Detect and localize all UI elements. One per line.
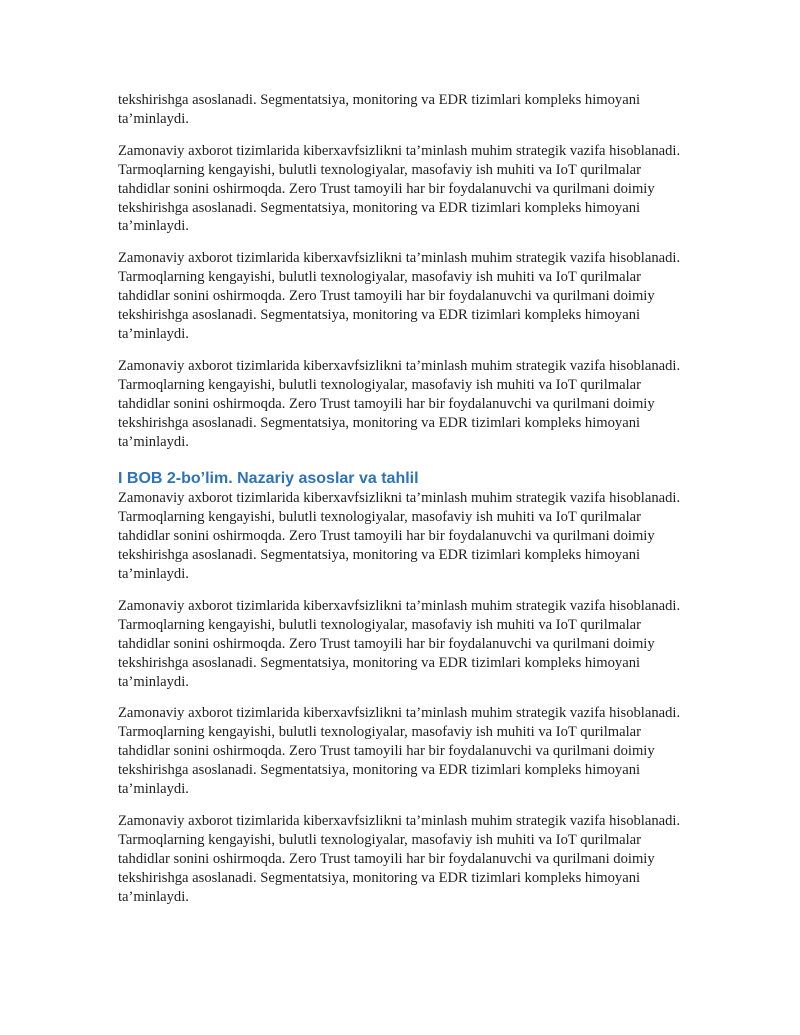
- paragraph-line: Tarmoqlarning kengayishi, bulutli texnologiyalar, masofaviy ish muhiti va IoT qurilmalar: [118, 616, 641, 633]
- paragraph-line: Zamonaviy axborot tizimlarida kiberxavfsizlikni ta’minlash muhim strategik vazifa hisoblanadi.: [118, 357, 681, 374]
- paragraph-line: tahdidlar sonini oshirmoqda. Zero Trust tamoyili har bir foydalanuvchi va qurilmani doimiy: [118, 180, 655, 197]
- paragraph-line: Zamonaviy axborot tizimlarida kiberxavfsizlikni ta’minlash muhim strategik vazifa hisoblanadi.: [118, 705, 681, 722]
- paragraph-line: ta’minlaydi.: [118, 888, 189, 905]
- paragraph: [118, 357, 684, 452]
- paragraph: [118, 812, 684, 907]
- paragraph: [118, 91, 684, 129]
- paragraph-line: ta’minlaydi.: [118, 781, 189, 798]
- paragraph-line: ta’minlaydi.: [118, 110, 189, 127]
- paragraph-line: Tarmoqlarning kengayishi, bulutli texnologiyalar, masofaviy ish muhiti va IoT qurilmalar: [118, 161, 641, 178]
- paragraph-line: Tarmoqlarning kengayishi, bulutli texnologiyalar, masofaviy ish muhiti va IoT qurilmalar: [118, 509, 641, 526]
- paragraph-line: Zamonaviy axborot tizimlarida kiberxavfsizlikni ta’minlash muhim strategik vazifa hisoblanadi.: [118, 813, 681, 829]
- paragraph-line: Tarmoqlarning kengayishi, bulutli texnologiyalar, masofaviy ish muhiti va IoT qurilmalar: [118, 724, 641, 741]
- paragraph-line: Tarmoqlarning kengayishi, bulutli texnologiyalar, masofaviy ish muhiti va IoT qurilmalar: [118, 831, 641, 848]
- paragraph-line: Zamonaviy axborot tizimlarida kiberxavfsizlikni ta’minlash muhim strategik vazifa hisoblanadi.: [118, 142, 681, 159]
- paragraph-line: tekshirishga asoslanadi. Segmentatsiya, monitoring va EDR tizimlari kompleks himoyani: [118, 199, 641, 216]
- paragraph-line: ta’minlaydi.: [118, 673, 189, 690]
- paragraph-line: Tarmoqlarning kengayishi, bulutli texnologiyalar, masofaviy ish muhiti va IoT qurilmalar: [118, 376, 641, 393]
- paragraph-line: tahdidlar sonini oshirmoqda. Zero Trust tamoyili har bir foydalanuvchi va qurilmani doimiy: [118, 850, 655, 867]
- paragraph-line: ta’minlaydi.: [118, 218, 189, 235]
- paragraph-line: tekshirishga asoslanadi. Segmentatsiya, monitoring va EDR tizimlari kompleks himoyani: [118, 547, 641, 564]
- paragraph: [118, 704, 684, 799]
- paragraph: [118, 249, 684, 344]
- paragraph-line: Tarmoqlarning kengayishi, bulutli texnologiyalar, masofaviy ish muhiti va IoT qurilmalar: [118, 269, 641, 286]
- paragraph-line: tahdidlar sonini oshirmoqda. Zero Trust tamoyili har bir foydalanuvchi va qurilmani doimiy: [118, 635, 655, 652]
- paragraph: [118, 142, 684, 237]
- paragraph-line: tahdidlar sonini oshirmoqda. Zero Trust tamoyili har bir foydalanuvchi va qurilmani doimiy: [118, 528, 655, 545]
- paragraph-line: Zamonaviy axborot tizimlarida kiberxavfsizlikni ta’minlash muhim strategik vazifa hisoblanadi.: [118, 597, 681, 614]
- paragraph-line: tekshirishga asoslanadi. Segmentatsiya, monitoring va EDR tizimlari kompleks himoyani: [118, 654, 641, 671]
- paragraph-line: Zamonaviy axborot tizimlarida kiberxavfsizlikni ta’minlash muhim strategik vazifa hisoblanadi.: [118, 250, 681, 267]
- paragraph-line: tekshirishga asoslanadi. Segmentatsiya, monitoring va EDR tizimlari kompleks himoyani: [118, 414, 641, 431]
- paragraph-line: tahdidlar sonini oshirmoqda. Zero Trust tamoyili har bir foydalanuvchi va qurilmani doimiy: [118, 743, 655, 760]
- paragraph-line: tahdidlar sonini oshirmoqda. Zero Trust tamoyili har bir foydalanuvchi va qurilmani doimiy: [118, 395, 655, 412]
- paragraph-line: ta’minlaydi.: [118, 433, 189, 450]
- paragraph-line: ta’minlaydi.: [118, 566, 189, 583]
- paragraph-line: ta’minlaydi.: [118, 325, 189, 342]
- section-heading: I BOB 2-bo’lim. Nazariy asoslar va tahlil: [118, 470, 419, 488]
- paragraph: [118, 489, 684, 584]
- paragraph-line: tekshirishga asoslanadi. Segmentatsiya, monitoring va EDR tizimlari kompleks himoyani: [118, 869, 641, 886]
- paragraph-line: Zamonaviy axborot tizimlarida kiberxavfsizlikni ta’minlash muhim strategik vazifa hisoblanadi.: [118, 490, 681, 507]
- paragraph-line: tekshirishga asoslanadi. Segmentatsiya, monitoring va EDR tizimlari kompleks himoyani: [118, 92, 641, 108]
- paragraph: [118, 597, 684, 692]
- document-content: [118, 91, 684, 920]
- paragraph-line: tekshirishga asoslanadi. Segmentatsiya, monitoring va EDR tizimlari kompleks himoyani: [118, 762, 641, 779]
- paragraph-line: tekshirishga asoslanadi. Segmentatsiya, monitoring va EDR tizimlari kompleks himoyani: [118, 307, 641, 324]
- paragraph-line: tahdidlar sonini oshirmoqda. Zero Trust tamoyili har bir foydalanuvchi va qurilmani doimiy: [118, 288, 655, 305]
